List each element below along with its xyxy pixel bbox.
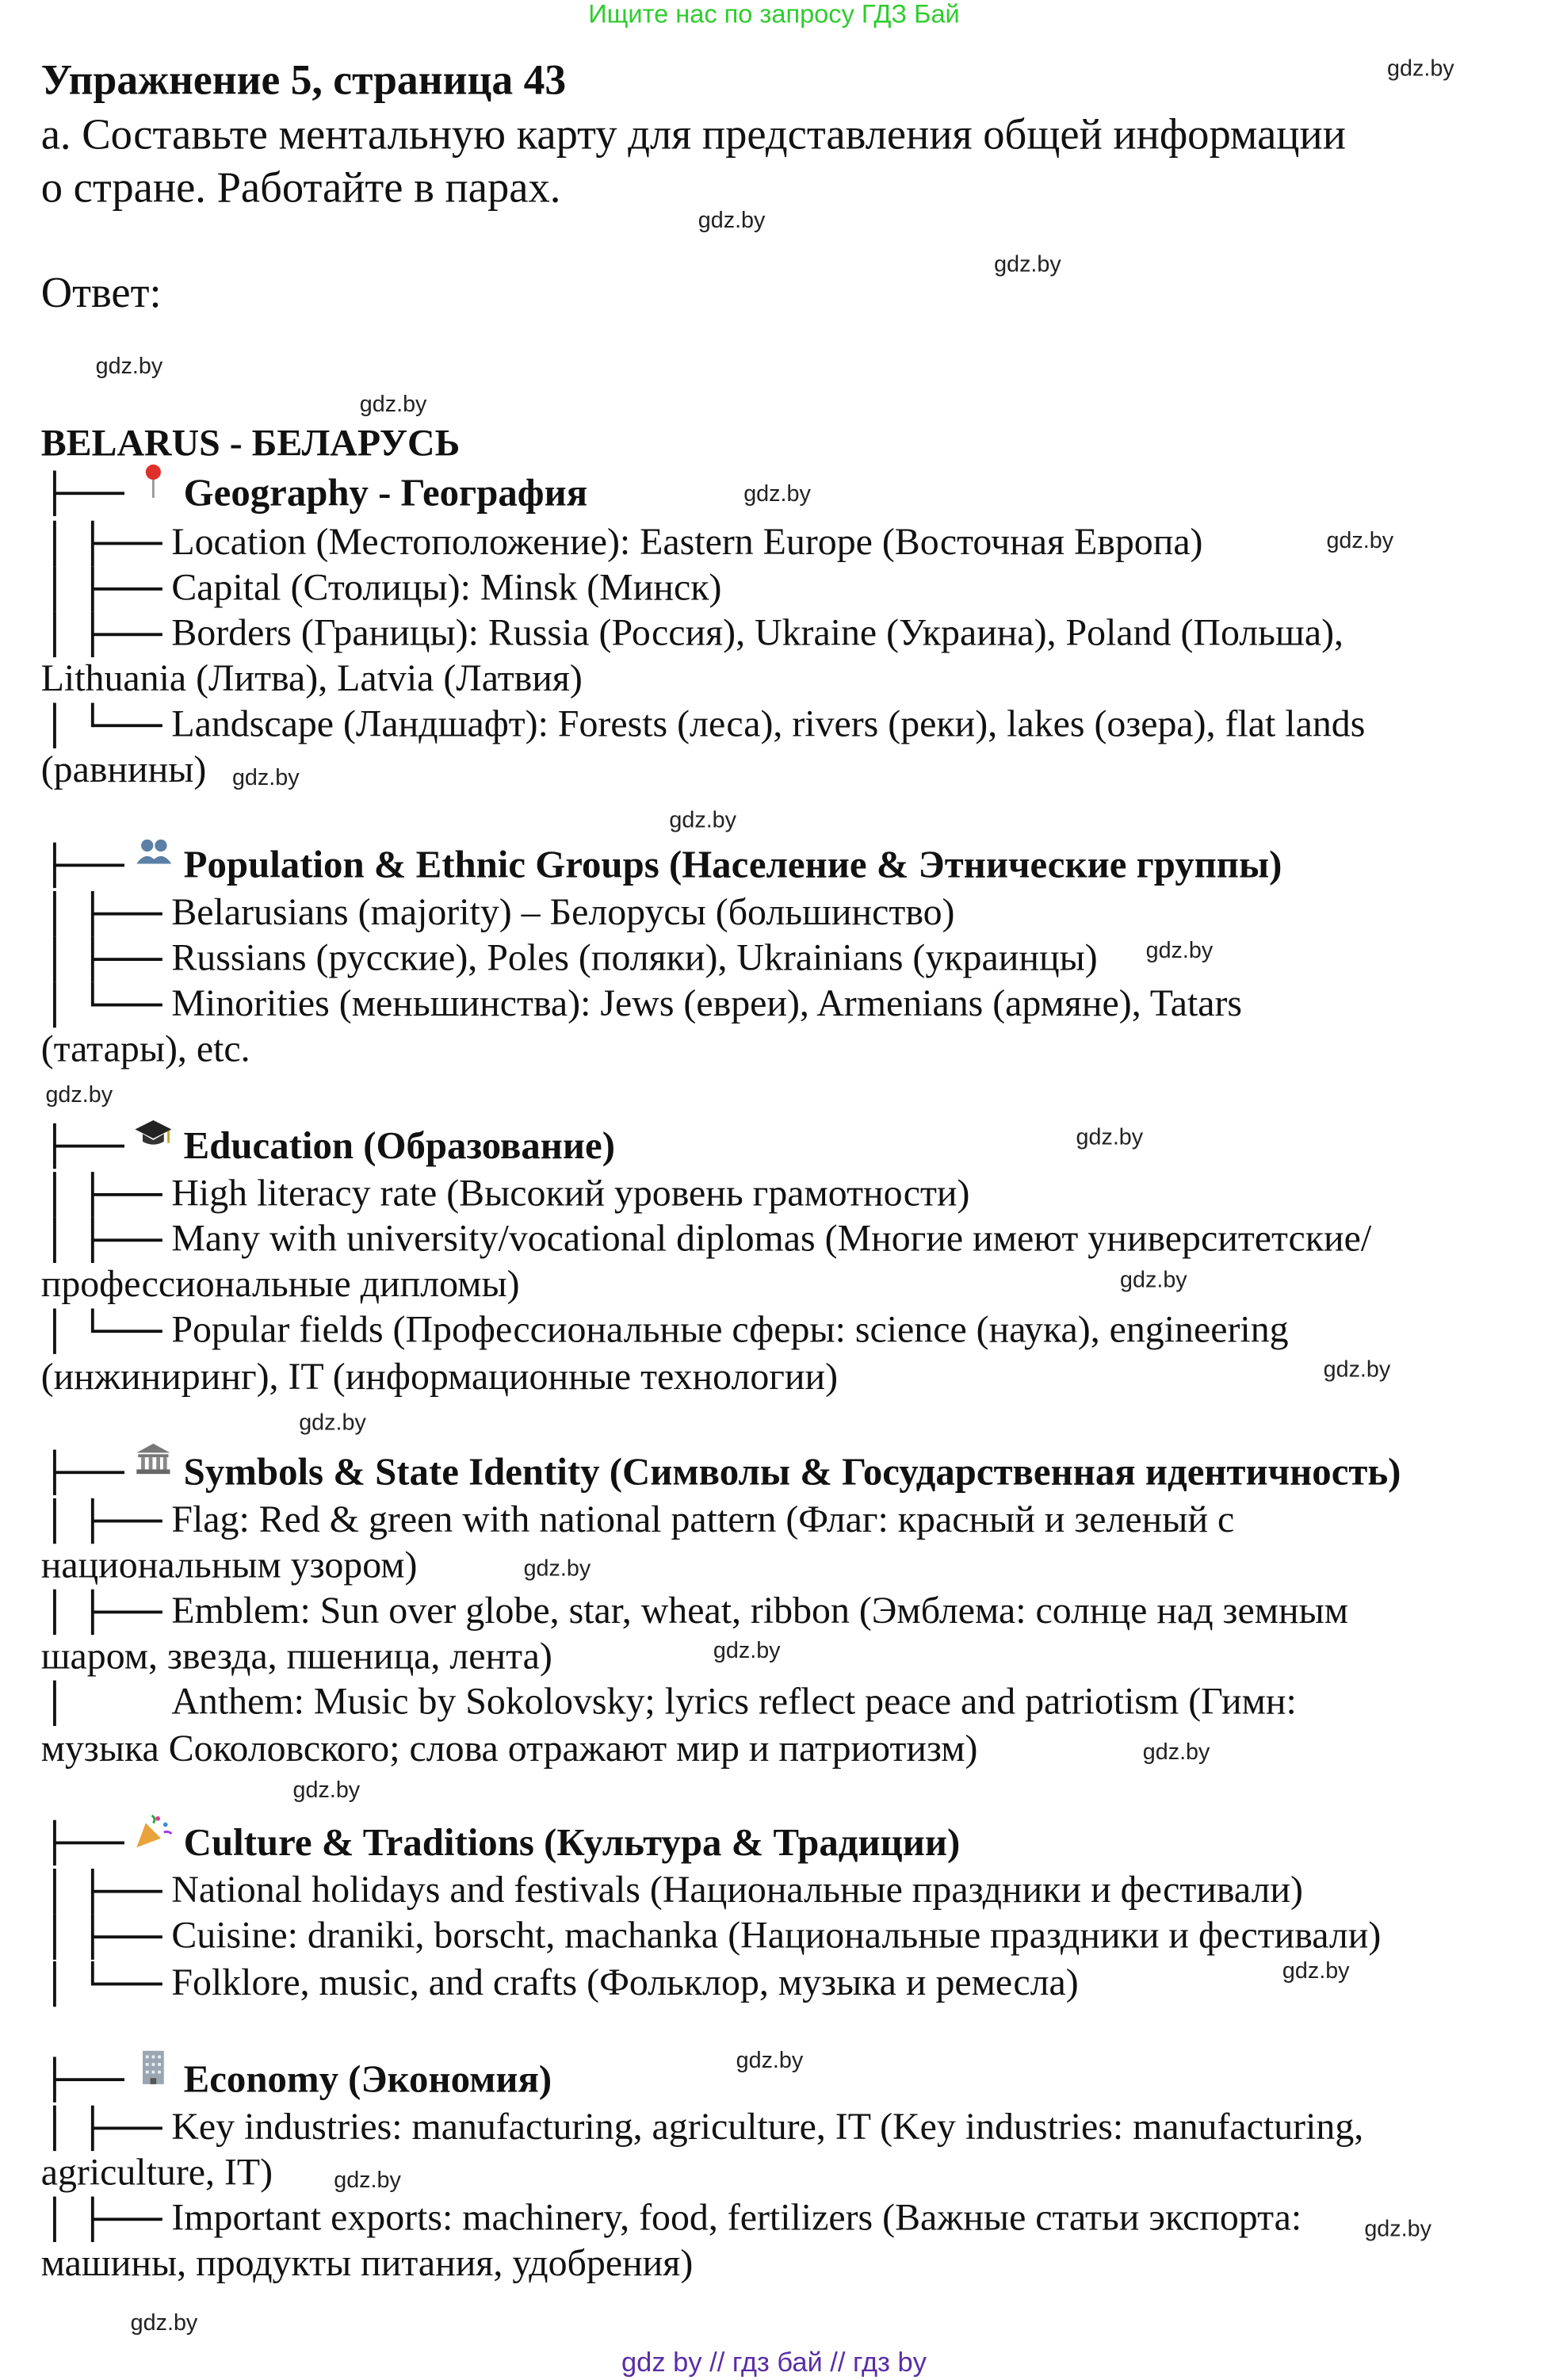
branch-text: Cuisine: draniki, borscht, machanka (Национальные праздники и фестивали) xyxy=(171,1915,1382,1957)
branch-text: National holidays and festivals (Национальные праздники и фестивали) xyxy=(171,1869,1303,1911)
tree-line-vertical xyxy=(53,612,56,657)
continuation-line xyxy=(0,1728,1548,1773)
tree-line-horizontal xyxy=(55,1145,124,1148)
promo-banner[interactable]: Ищите нас по запросу ГДЗ Бай xyxy=(588,0,960,29)
tree-line-vertical xyxy=(53,2197,56,2242)
tree-line-horizontal xyxy=(55,492,124,495)
watermark: gdz.by xyxy=(1145,938,1214,964)
tree-line-vertical xyxy=(53,566,56,611)
watermark: gdz.by xyxy=(669,807,737,834)
branch-text: Anthem: Music by Sokolovsky; lyrics reflect peace and patriotism (Гимн: xyxy=(171,1682,1297,1724)
tree-line-vertical xyxy=(53,2106,56,2151)
branch-text: Minorities (меньшинства): Jews (евреи), Armenians (армяне), Tatars xyxy=(171,983,1243,1025)
watermark: gdz.by xyxy=(698,208,766,234)
continuation-line xyxy=(0,2151,1548,2196)
branch-item xyxy=(0,982,1548,1027)
tree-line-horizontal xyxy=(93,1520,162,1523)
footer-links[interactable]: gdz by // гдз бай // гдз by xyxy=(621,2347,927,2378)
tree-line-vertical xyxy=(53,1308,56,1353)
branch-item xyxy=(0,1172,1548,1217)
watermark: gdz.by xyxy=(95,354,163,380)
branch-item xyxy=(0,612,1548,657)
watermark: gdz.by xyxy=(713,1637,781,1664)
branch-text: (равнины) xyxy=(40,749,207,791)
branch-text: agriculture, IT) xyxy=(40,2152,273,2194)
branch-item xyxy=(0,2197,1548,2242)
continuation-line xyxy=(0,657,1548,702)
classical-building-icon xyxy=(133,1441,173,1480)
branch-text: национальным узором) xyxy=(40,1545,418,1586)
tree-line-horizontal xyxy=(93,958,162,961)
tree-line-horizontal xyxy=(93,913,162,916)
branch-text: (инжиниринг), IT (информационные технологии) xyxy=(40,1356,839,1399)
tree-line-horizontal xyxy=(93,1004,162,1007)
branch-title: Geography - География xyxy=(183,470,588,515)
branch-text: профессиональные дипломы) xyxy=(40,1264,520,1306)
tree-line-vertical xyxy=(53,521,56,566)
watermark: gdz.by xyxy=(1120,1267,1187,1294)
branch-title: Culture & Traditions (Культура & Традиции) xyxy=(183,1819,961,1865)
graduation-cap-icon xyxy=(133,1114,173,1154)
tree-line-horizontal xyxy=(93,1983,162,1986)
task-line: о стране. Работайте в парах. xyxy=(40,165,561,213)
branch-text: Folklore, music, and crafts (Фольклор, музыка и ремесла) xyxy=(171,1962,1079,2004)
watermark: gdz.by xyxy=(1387,55,1454,82)
branch-item xyxy=(0,891,1548,936)
tree-line-horizontal xyxy=(55,1842,124,1845)
party-popper-icon xyxy=(133,1811,173,1850)
branch-title: Education (Образование) xyxy=(183,1123,615,1168)
tree-line-vertical xyxy=(53,982,56,1027)
tree-line-horizontal xyxy=(55,2078,124,2081)
branch-text: Belarusians (majority) – Белорусы (большинство) xyxy=(171,892,955,934)
tree-line-horizontal xyxy=(93,1935,162,1938)
tree-line-vertical xyxy=(53,703,56,748)
watermark: gdz.by xyxy=(1282,1957,1350,1984)
watermark: gdz.by xyxy=(292,1777,361,1804)
continuation-line xyxy=(0,1263,1548,1308)
branch-text: Capital (Столицы): Minsk (Минск) xyxy=(171,568,722,609)
watermark: gdz.by xyxy=(1326,528,1394,554)
tree-line-vertical xyxy=(53,891,56,936)
watermark: gdz.by xyxy=(45,1082,113,1108)
branch-text: музыка Соколовского; слова отражают мир и патриотизм) xyxy=(40,1728,978,1770)
branch-item xyxy=(0,1869,1548,1914)
branch-text: (татары), etc. xyxy=(40,1029,250,1070)
tree-line-horizontal xyxy=(55,863,124,867)
branch-text: Emblem: Sun over globe, star, wheat, ribbon (Эмблема: солнце над земным xyxy=(171,1590,1349,1632)
branch-text: Landscape (Ландшафт): Forests (леса), rivers (реки), lakes (озера), flat lands xyxy=(171,704,1366,746)
watermark: gdz.by xyxy=(994,251,1061,278)
answer-label: Ответ: xyxy=(40,270,162,318)
branch-title: Symbols & State Identity (Символы & Государственная идентичность) xyxy=(183,1449,1401,1494)
continuation-line xyxy=(0,2242,1548,2287)
branch-item xyxy=(0,566,1548,611)
tree-line-vertical xyxy=(53,1681,56,1726)
tree-line-vertical xyxy=(53,936,56,981)
watermark: gdz.by xyxy=(743,480,811,507)
branch-text: Borders (Границы): Russia (Россия), Ukraine (Украина), Poland (Польша), xyxy=(171,613,1344,655)
tree-line-horizontal xyxy=(93,1890,162,1893)
tree-line-vertical xyxy=(53,1498,56,1544)
tree-line-vertical xyxy=(53,1218,56,1263)
branch-item xyxy=(0,1914,1548,1959)
tree-line-horizontal xyxy=(93,1238,162,1242)
watermark: gdz.by xyxy=(523,1555,591,1582)
watermark: gdz.by xyxy=(299,1410,366,1437)
watermark: gdz.by xyxy=(359,391,427,418)
tree-line-vertical xyxy=(53,1590,56,1635)
branch-item xyxy=(0,936,1548,981)
branch-text: Lithuania (Литва), Latvia (Латвия) xyxy=(40,658,583,700)
watermark: gdz.by xyxy=(231,765,300,791)
tree-line-vertical xyxy=(53,1172,56,1217)
branch-item xyxy=(0,1308,1548,1353)
branch-heading xyxy=(0,1820,1548,1865)
tree-line-vertical xyxy=(53,1914,56,1959)
tree-line-horizontal xyxy=(93,1193,162,1196)
watermark: gdz.by xyxy=(130,2310,198,2336)
office-building-icon xyxy=(133,2048,173,2087)
branch-text: Flag: Red & green with national pattern (Флаг: красный и зеленый с xyxy=(171,1499,1235,1541)
continuation-line xyxy=(0,1027,1548,1073)
tree-line-horizontal xyxy=(93,542,162,545)
tree-line-horizontal xyxy=(55,1471,124,1474)
branch-item xyxy=(0,703,1548,748)
task-line: а. Составьте ментальную карту для представления общей информации xyxy=(40,112,1346,160)
branch-item xyxy=(0,1498,1548,1544)
branch-item xyxy=(0,1681,1548,1726)
branch-text: Important exports: machinery, food, fertilizers (Важные статьи экспорта: xyxy=(171,2198,1302,2240)
branch-title: Economy (Экономия) xyxy=(183,2057,552,2101)
branch-title: Population & Ethnic Groups (Население & Этнические группы) xyxy=(183,842,1282,887)
branch-text: Popular fields (Профессиональные сферы: science (наука), engineering xyxy=(171,1310,1289,1352)
watermark: gdz.by xyxy=(1142,1739,1210,1766)
tree-line-horizontal xyxy=(93,1610,162,1613)
continuation-line xyxy=(0,1544,1548,1589)
tree-line-horizontal xyxy=(93,2217,162,2221)
page-title: Упражнение 5, страница 43 xyxy=(40,57,567,105)
branch-item xyxy=(0,1218,1548,1263)
branch-heading xyxy=(0,1123,1548,1169)
branch-item xyxy=(0,2106,1548,2151)
branch-item xyxy=(0,521,1548,566)
branch-text: High literacy rate (Высокий уровень грамотности) xyxy=(171,1173,970,1215)
tree-line-horizontal xyxy=(93,2126,162,2129)
mind-map-root: BELARUS - БЕЛАРУСЬ xyxy=(40,423,461,465)
watermark: gdz.by xyxy=(334,2168,401,2194)
branch-text: Many with university/vocational diplomas (Многие имеют университетские/ xyxy=(171,1219,1372,1261)
tree-line-horizontal xyxy=(93,587,162,591)
branch-text: машины, продукты питания, удобрения) xyxy=(40,2243,694,2285)
tree-line-horizontal xyxy=(93,1330,162,1333)
watermark: gdz.by xyxy=(736,2047,804,2074)
branch-heading xyxy=(0,843,1548,888)
watermark: gdz.by xyxy=(1076,1124,1144,1151)
branch-text: Key industries: manufacturing, agriculture, IT (Key industries: manufacturing, xyxy=(171,2106,1364,2149)
branch-text: Russians (русские), Poles (поляки), Ukrainians (украинцы) xyxy=(171,938,1098,979)
watermark: gdz.by xyxy=(1364,2216,1431,2243)
tree-line-vertical xyxy=(53,1869,56,1914)
continuation-line xyxy=(0,1356,1548,1401)
people-icon xyxy=(133,833,173,873)
tree-line-horizontal xyxy=(93,724,162,727)
branch-text: шаром, звезда, пшеница, лента) xyxy=(40,1636,552,1678)
watermark: gdz.by xyxy=(1323,1356,1391,1383)
pin-icon xyxy=(133,461,173,501)
branch-heading xyxy=(0,1450,1548,1495)
tree-line-horizontal xyxy=(93,633,162,636)
branch-text: Location (Местоположение): Eastern Europe (Восточная Европа) xyxy=(171,522,1203,564)
tree-line-vertical xyxy=(53,1961,56,2007)
branch-item xyxy=(0,1590,1548,1635)
